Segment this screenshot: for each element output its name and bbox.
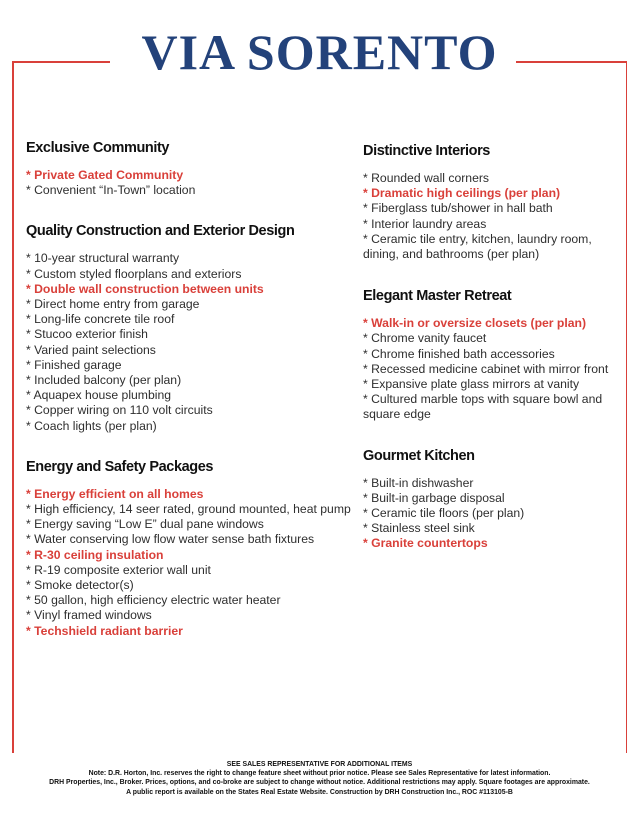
feature-item: * Energy saving “Low E” dual pane windows (26, 517, 264, 532)
feature-item: * Finished garage (26, 357, 122, 372)
feature-item: * Chrome finished bath accessories (363, 346, 555, 361)
section-quality-construction (26, 222, 356, 433)
feature-item: * Smoke detector(s) (26, 578, 134, 593)
feature-item-highlight: * R-30 ceiling insulation (26, 547, 164, 562)
feature-list (26, 251, 356, 433)
feature-item: * Aquapex house plumbing (26, 388, 172, 403)
feature-item: * Convenient “In-Town” location (26, 183, 196, 198)
section-master-retreat (363, 287, 613, 422)
feature-item-highlight: * Private Gated Community (26, 168, 184, 182)
feature-item: * Long-life concrete tile roof (26, 312, 175, 327)
feature-item: * Cultured marble tops with square bowl and square edge (363, 392, 603, 422)
feature-item-highlight: * Granite countertops (363, 536, 488, 551)
feature-item: * Chrome vanity faucet (363, 331, 487, 346)
footer-line: DRH Properties, Inc., Broker. Prices, options, and co-broke are subject to change without notice. Additional restrictions may apply. Square footages are approximate. (49, 779, 590, 787)
feature-item: * Varied paint selections (26, 342, 156, 357)
feature-item: * Vinyl framed windows (26, 608, 152, 623)
feature-list (363, 476, 613, 552)
section-heading: Exclusive Community (26, 140, 170, 156)
feature-item: * Stainless steel sink (363, 521, 475, 536)
left-column (26, 139, 356, 639)
feature-item: * R-19 composite exterior wall unit (26, 562, 211, 577)
feature-item-highlight: * Dramatic high ceilings (per plan) (363, 186, 561, 201)
feature-item: * Direct home entry from garage (26, 297, 200, 312)
feature-item-highlight: * Techshield radiant barrier (26, 623, 183, 638)
feature-list (363, 316, 613, 422)
section-energy-safety (26, 458, 356, 639)
feature-item: * Expansive plate glass mirrors at vanity (363, 377, 580, 392)
footer-line: A public report is available on the States Real Estate Website. Construction by DRH Construction Inc., ROC #113105-B (126, 788, 513, 796)
feature-item: * Ceramic tile floors (per plan) (363, 506, 525, 521)
section-gourmet-kitchen (363, 447, 613, 552)
feature-item: * 10-year structural warranty (26, 251, 180, 266)
feature-item-highlight: * Double wall construction between units (26, 281, 264, 296)
feature-item: * High efficiency, 14 seer rated, ground mounted, heat pump (26, 502, 351, 517)
feature-list (363, 171, 613, 262)
feature-item: * Interior laundry areas (363, 216, 487, 231)
feature-item: * Recessed medicine cabinet with mirror front (363, 361, 609, 376)
feature-item-highlight: * Walk-in or oversize closets (per plan) (363, 316, 587, 331)
feature-item: * 50 gallon, high efficiency electric water heater (26, 593, 281, 608)
footer-line: Note: D.R. Horton, Inc. reserves the right to change feature sheet without prior notice. Please see Sales Representative for latest information. (88, 770, 551, 778)
feature-list (26, 487, 356, 639)
right-column (363, 142, 613, 552)
feature-item: * Fiberglass tub/shower in hall bath (363, 201, 553, 216)
feature-item-highlight: * Energy efficient on all homes (26, 486, 204, 501)
frame-right-line (626, 61, 628, 753)
feature-item: * Copper wiring on 110 volt circuits (26, 403, 213, 418)
footer-line: SEE SALES REPRESENTATIVE FOR ADDITIONAL ITEMS (226, 761, 413, 768)
section-heading: Quality Construction and Exterior Design (26, 223, 295, 240)
feature-item: * Rounded wall corners (363, 171, 490, 185)
feature-item: * Coach lights (per plan) (26, 418, 157, 433)
section-exclusive-community (26, 139, 356, 198)
section-distinctive-interiors (363, 142, 613, 262)
feature-item: * Water conserving low flow water sense bath fixtures (26, 532, 315, 547)
feature-item: * Built-in dishwasher (363, 475, 474, 490)
footer-disclaimer (0, 760, 639, 797)
feature-item: * Stucoo exterior finish (26, 327, 148, 342)
feature-item: * Included balcony (per plan) (26, 373, 182, 388)
page-title: VIA SORENTO (141, 24, 498, 80)
section-heading: Gourmet Kitchen (363, 447, 475, 464)
feature-item: * Custom styled floorplans and exteriors (26, 266, 242, 281)
frame-left-line (12, 61, 14, 753)
feature-item: * Ceramic tile entry, kitchen, laundry room, dining, and bathrooms (per plan) (363, 231, 592, 262)
feature-list (26, 168, 356, 198)
section-heading: Elegant Master Retreat (363, 288, 512, 305)
section-heading: Distinctive Interiors (363, 143, 490, 159)
feature-item: * Built-in garbage disposal (363, 490, 505, 505)
section-heading: Energy and Safety Packages (26, 458, 214, 475)
